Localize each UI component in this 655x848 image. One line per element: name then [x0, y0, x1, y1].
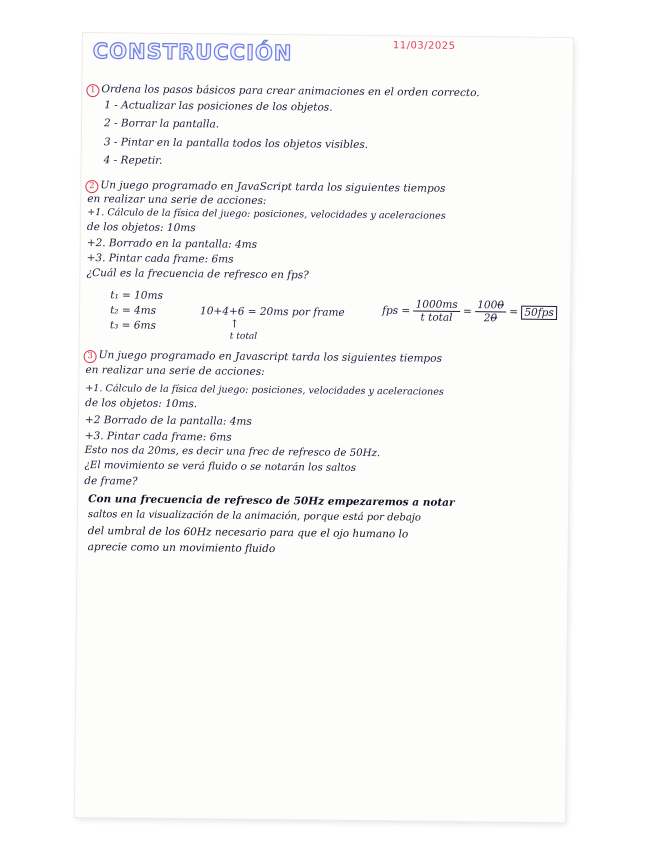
q2-equals-sign: = [462, 305, 472, 318]
q2-prompt-2: en realizar una serie de acciones: [87, 193, 267, 207]
q2-simplified-denominator [475, 312, 506, 324]
q3-prompt-2: en realizar una serie de acciones: [85, 364, 265, 378]
q2-fps-numerator: 1000ms [414, 298, 460, 311]
q2-fps-denominator: t total [420, 311, 453, 324]
page-title: CONSTRUCCIÓN [92, 39, 293, 66]
q2-question: ¿Cuál es la frecuencia de refresco en fps? [86, 267, 309, 282]
q3-prompt-1: Un juego programado en Javascript tarda los siguientes tiempos [98, 349, 442, 365]
arrow-up-icon: ↑ [229, 317, 240, 331]
page-date: 11/03/2025 [392, 40, 456, 52]
q3-item2: +2 Borrado de la pantalla: 4ms [84, 414, 252, 428]
q3-calc: Esto nos da 20ms, es decir una frec de refresco de 50Hz. [84, 445, 381, 460]
q1-step: 1 - Actualizar las posiciones de los objetos. [104, 99, 333, 114]
q1-step: 2 - Borrar la pantalla. [103, 117, 220, 131]
q2-sum: 10+4+6 = 20ms por frame [200, 305, 345, 319]
q2-fps-label: fps = [382, 304, 411, 317]
q3-number-badge: 3 [84, 350, 97, 363]
q2-t2: t₂ = 4ms [110, 304, 157, 317]
q2-item1-line2: de los objetos: 10ms [86, 221, 196, 235]
q2-t1: t₁ = 10ms [110, 289, 163, 302]
q2-result-box: 50fps [521, 305, 557, 319]
q3-item1-line2: de los objetos: 10ms. [85, 397, 198, 411]
q2-simp-num-a: 100 [477, 299, 498, 312]
q1-prompt: Ordena los pasos básicos para crear animaciones en el orden correcto. [101, 83, 480, 100]
q1-prompt-line [86, 83, 479, 101]
q2-prompt-1: Un juego programado en JavaScript tarda los siguientes tiempos [100, 179, 446, 195]
notebook-page [75, 33, 573, 822]
q3-answer-1: Con una frecuencia de refresco de 50Hz empezaremos a notar [88, 493, 455, 509]
q3-answer-2: saltos en la visualización de la animación, porque está por debajo [87, 509, 421, 524]
q2-item1-line1: +1. Cálculo de la física del juego: posiciones, velocidades y aceleraciones [87, 207, 446, 222]
q1-number-badge: 1 [86, 84, 99, 97]
q2-fps-fraction [413, 298, 459, 323]
q1-step: 4 - Repetir. [103, 154, 163, 167]
q2-simp-den-b: 0 [490, 312, 498, 325]
q2-number-badge: 2 [85, 180, 98, 193]
q2-simp-num-b: 0 [497, 299, 505, 312]
q2-simp-den-a: 2 [483, 312, 491, 325]
q2-simplified-fraction [475, 299, 506, 324]
q2-equals-sign-2: = [509, 305, 519, 319]
q3-question-2: de frame? [84, 475, 138, 488]
q3-item1-line1: +1. Cálculo de la física del juego: posiciones, velocidades y aceleraciones [85, 383, 444, 398]
q2-item3: +3. Pintar cada frame: 6ms [86, 252, 234, 266]
q2-simplified-numerator [475, 299, 506, 312]
q3-answer-4: aprecie como un movimiento fluido [87, 541, 276, 556]
q1-step: 3 - Pintar en la pantalla todos los objetos visibles. [103, 136, 369, 151]
q2-t3: t₃ = 6ms [109, 319, 156, 332]
q3-item3: +3. Pintar cada frame: 6ms [84, 430, 232, 444]
q3-answer-3: del umbral de los 60Hz necesario para que el ojo humano lo [87, 525, 409, 541]
q3-question-1: ¿El movimiento se verá fluido o se notarán los saltos [84, 460, 357, 474]
q2-item2: +2. Borrado en la pantalla: 4ms [86, 237, 258, 251]
q2-fps-formula [382, 298, 557, 325]
q2-t-total-label: t total [229, 331, 258, 342]
